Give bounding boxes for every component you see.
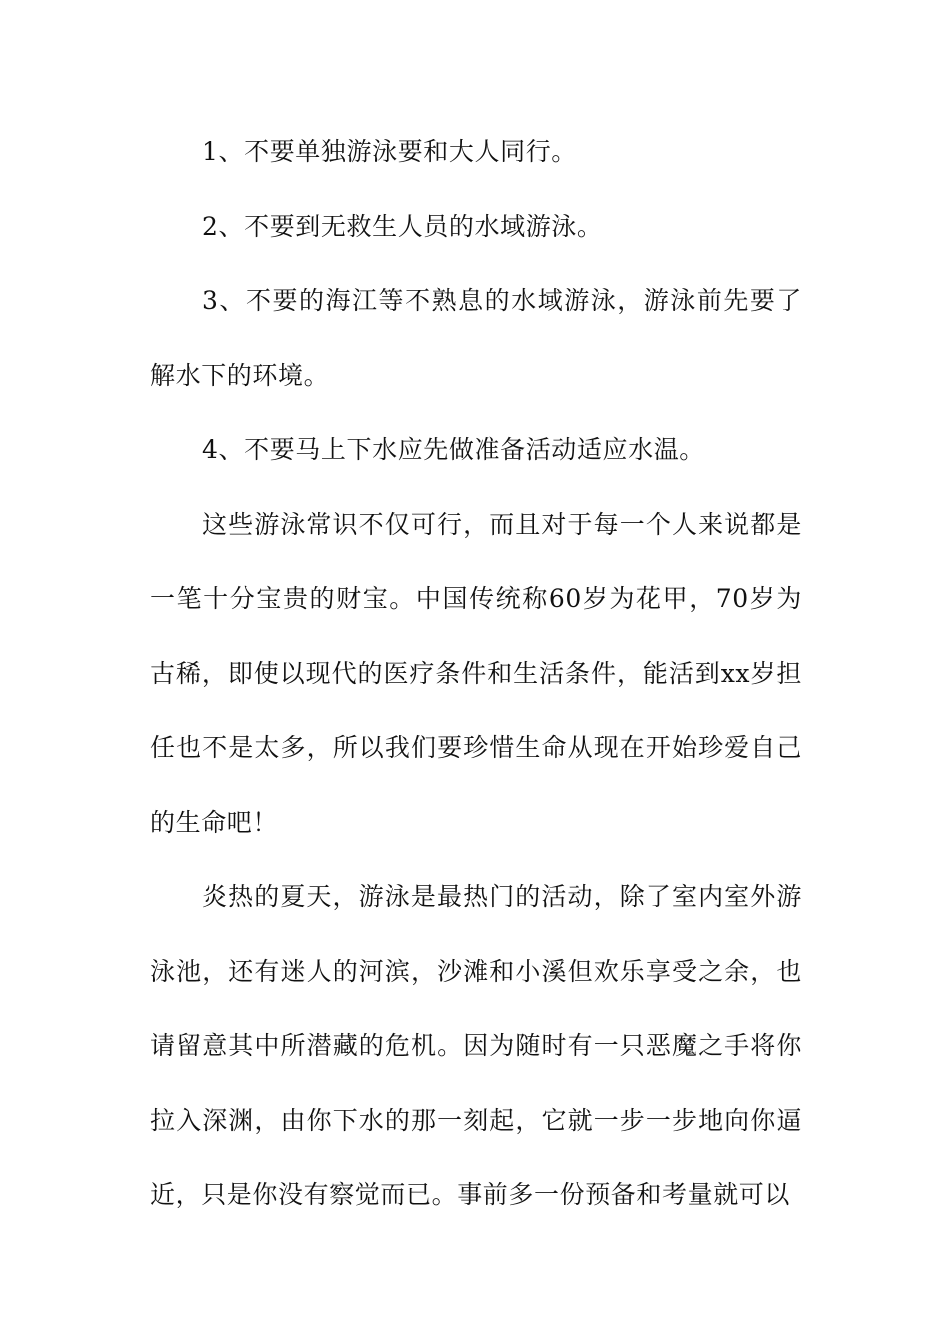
paragraph-rule-1: 1、不要单独游泳要和大人同行。 bbox=[202, 137, 577, 166]
paragraph-rule-2: 2、不要到无救生人员的水域游泳。 bbox=[202, 211, 603, 241]
paragraph-cherish-life: 这些游泳常识不仅可行，而且对于每一个人来说都是一笔十分宝贵的财宝。中国传统称60岁为花甲，70岁为古稀，即使以现代的医疗条件和生活条件，能活到xx岁担任也不是太多，所以我们要珍惜生命从现在开始珍爱自己的生命吧！ bbox=[150, 509, 802, 837]
document-body bbox=[150, 115, 802, 1233]
paragraph-rule-4: 4、不要马上下水应先做准备活动适应水温。 bbox=[202, 435, 705, 464]
paragraph-rule-3: 3、不要的海江等不熟息的水域游泳，游泳前先要了解水下的环境。 bbox=[150, 286, 802, 390]
paragraph-summer-danger: 炎热的夏天，游泳是最热门的活动，除了室内室外游泳池，还有迷人的河滨，沙滩和小溪但欢乐享受之余，也请留意其中所潜藏的危机。因为随时有一只恶魔之手将你拉入深渊，由你下水的那一刻起，它就一步一步地向你逼近，只是你没有察觉而已。事前多一份预备和考量就可以 bbox=[150, 882, 802, 1209]
